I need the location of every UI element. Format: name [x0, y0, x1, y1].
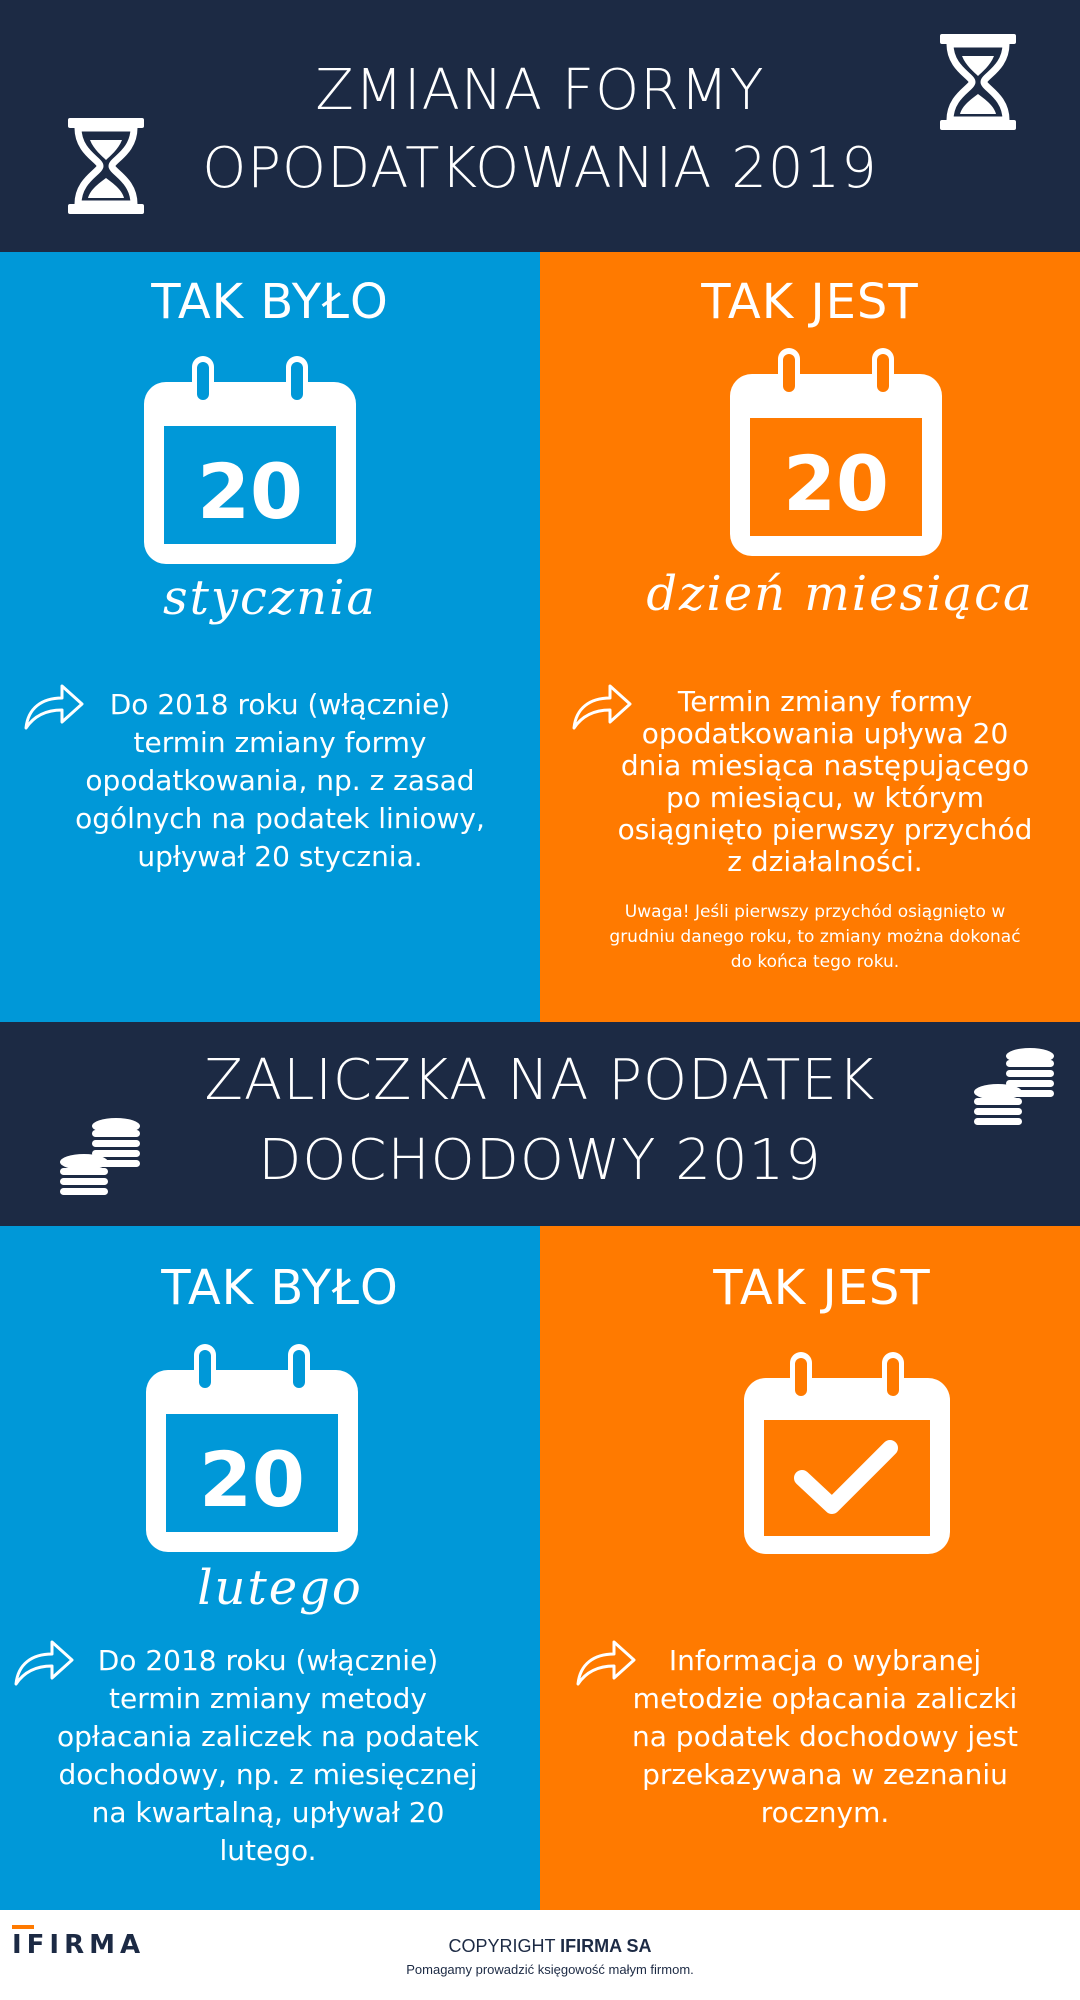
ifirma-logo[interactable]: IFIRMA — [12, 1930, 146, 1960]
coins-icon — [972, 1046, 1062, 1128]
section1-left-panel — [0, 252, 540, 1022]
section1-title-line1: ZMIANA FORMY — [315, 58, 765, 123]
text-line: upływał 20 stycznia. — [137, 840, 423, 873]
section2-left-text — [28, 1642, 508, 1870]
section1-right-text — [590, 686, 1060, 878]
section1-left-text — [40, 686, 520, 876]
section2-title-line1: ZALICZKA NA PODATEK — [204, 1048, 876, 1113]
hourglass-icon — [68, 118, 144, 214]
note-line: Uwaga! Jeśli pierwszy przychód osiągnięto w — [624, 902, 1006, 922]
text-line: dochodowy, np. z miesięcznej — [58, 1758, 478, 1791]
text-line: Do 2018 roku (włącznie) — [109, 688, 451, 721]
section2-left-heading: TAK BYŁO — [161, 1260, 399, 1316]
text-line: Termin zmiany formy — [677, 685, 973, 718]
section1-left-heading: TAK BYŁO — [151, 274, 389, 330]
text-line: termin zmiany metody — [108, 1682, 427, 1715]
note-line: grudniu danego roku, to zmiany można dokonać — [609, 927, 1021, 947]
text-line: opodatkowania, np. z zasad — [85, 764, 475, 797]
section2-right-heading: TAK JEST — [713, 1260, 931, 1316]
note-line: do końca tego roku. — [730, 952, 900, 972]
text-line: opodatkowania upływa 20 — [641, 717, 1009, 750]
text-line: dnia miesiąca następującego — [620, 749, 1030, 782]
text-line: Do 2018 roku (włącznie) — [97, 1644, 439, 1677]
text-line: opłacania zaliczek na podatek — [56, 1720, 480, 1753]
section2-left-caption: lutego — [197, 1560, 363, 1616]
text-line: na kwartalną, upływał 20 — [91, 1796, 445, 1829]
text-line: rocznym. — [760, 1796, 890, 1829]
coins-icon — [58, 1116, 148, 1198]
calendar-icon — [140, 356, 360, 568]
logo-accent — [12, 1925, 34, 1929]
text-line: termin zmiany formy — [133, 726, 427, 759]
section2-right-text — [590, 1642, 1060, 1832]
section1-header — [0, 0, 1080, 252]
footer-tagline: Pomagamy prowadzić księgowość małym firmom. — [406, 1962, 694, 1977]
text-line: lutego. — [219, 1834, 317, 1867]
section1-left-caption: stycznia — [162, 570, 378, 626]
copyright-company: IFIRMA SA — [560, 1936, 652, 1956]
section1-right-heading: TAK JEST — [701, 274, 919, 330]
calendar-icon — [726, 348, 946, 560]
text-line: metodzie opłacania zaliczki — [632, 1682, 1018, 1715]
section2-right-panel — [540, 1226, 1080, 1910]
text-line: Informacja o wybranej — [668, 1644, 982, 1677]
text-line: po miesiącu, w którym — [665, 781, 985, 814]
section1-right-panel — [540, 252, 1080, 1022]
text-line: osiągnięto pierwszy przychód — [617, 813, 1033, 846]
calendar-icon — [142, 1344, 362, 1556]
calendar-number: 20 — [199, 1435, 305, 1524]
calendar-number: 20 — [197, 447, 303, 536]
section1-right-caption: dzień miesiąca — [646, 566, 1034, 622]
hourglass-icon — [940, 34, 1016, 130]
section1-title-line2: OPODATKOWANIA 2019 — [202, 136, 878, 201]
section2-header — [0, 1022, 1080, 1226]
section2-title-line2: DOCHODOWY 2019 — [258, 1128, 822, 1193]
calendar-check-icon — [740, 1352, 954, 1558]
copyright-text — [300, 1936, 800, 1957]
section2-left-panel — [0, 1226, 540, 1910]
text-line: ogólnych na podatek liniowy, — [75, 802, 485, 835]
calendar-number: 20 — [783, 439, 889, 528]
copyright-prefix: COPYRIGHT — [448, 1936, 561, 1956]
text-line: na podatek dochodowy jest — [632, 1720, 1018, 1753]
text-line: z działalności. — [727, 845, 923, 878]
text-line: przekazywana w zeznaniu — [642, 1758, 1008, 1791]
section1-right-note — [580, 900, 1050, 975]
